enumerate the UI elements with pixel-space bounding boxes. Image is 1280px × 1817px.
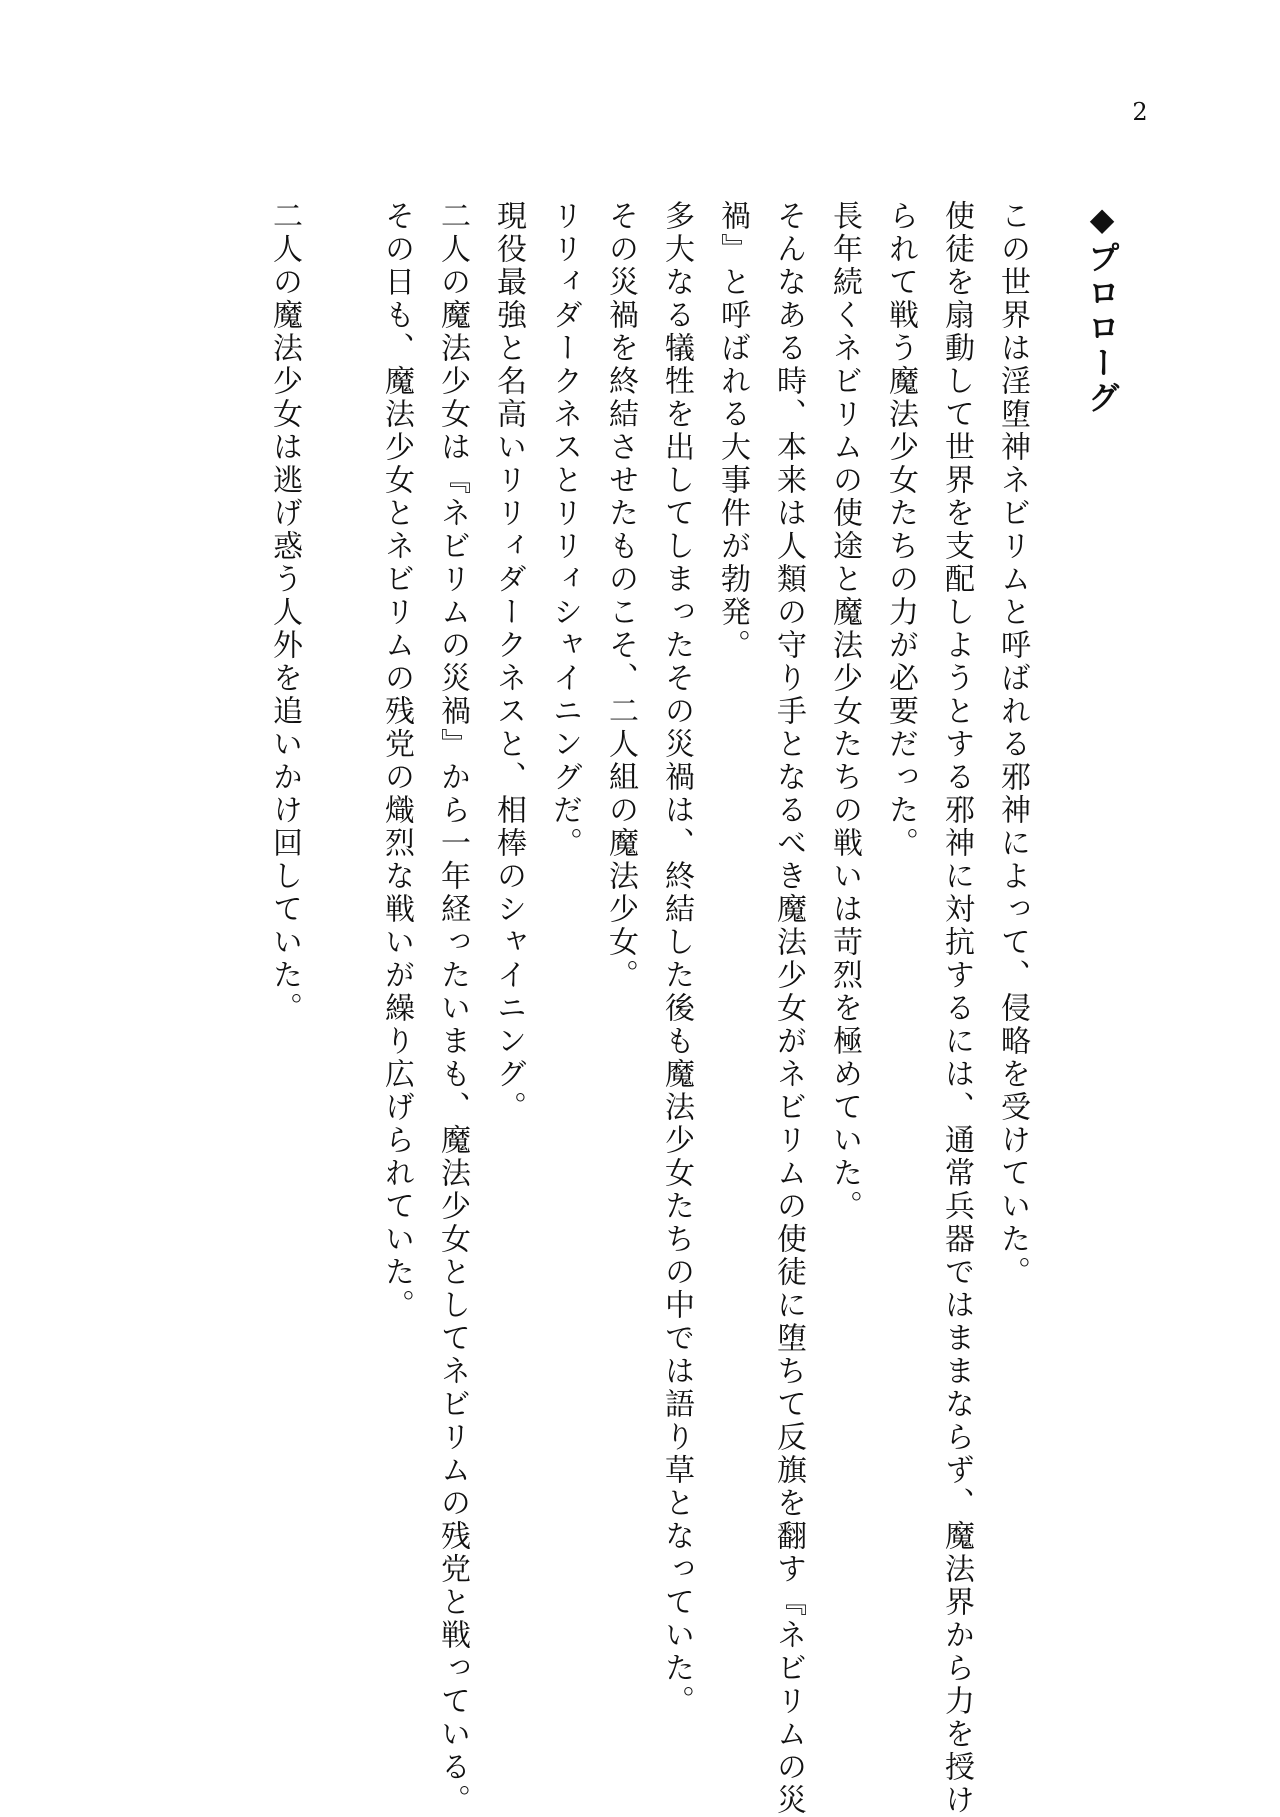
paragraph-9: 二人の魔法少女は『ネビリムの災禍』から一年経ったいまも、魔法少女としてネビリムの残党と戦っている。 (435, 200, 470, 1817)
paragraph-7: リリィダークネスとリリィシャイニングだ。 (547, 200, 582, 860)
paragraph-6: その災禍を終結させたものこそ、二人組の魔法少女。 (603, 200, 638, 992)
text-block (256, 200, 1130, 1817)
page-number: 2 (1132, 98, 1148, 126)
paragraph-8: 現役最強と名高いリリィダークネスと、相棒のシャイニング。 (491, 200, 526, 1124)
paragraph-3: 長年続くネビリムの使途と魔法少女たちの戦いは苛烈を極めていた。 (827, 200, 862, 1223)
paragraph-11: 二人の魔法少女は逃げ惑う人外を追いかけ回していた。 (267, 200, 302, 1025)
diamond-icon: ◆ (1083, 200, 1121, 241)
chapter-title-text: プロローグ (1083, 241, 1121, 416)
paragraph-1: この世界は淫堕神ネビリムと呼ばれる邪神によって、侵略を受けていた。 (995, 200, 1030, 1289)
paragraph-10: その日も、魔法少女とネビリムの残党の熾烈な戦いが繰り広げられていた。 (379, 200, 414, 1322)
chapter-title (1074, 200, 1130, 1620)
paragraph-2: 使徒を扇動して世界を支配しようとする邪神に対抗するには、通常兵器ではままならず、魔法界から力を授け られて戦う魔法少女たちの力が必要だった。 (883, 200, 974, 1817)
paragraph-5: 多大なる犠牲を出してしまったその災禍は、終結した後も魔法少女たちの中では語り草となっていた。 (659, 200, 694, 1718)
paragraph-4: そんなある時、本来は人類の守り手となるべき魔法少女がネビリムの使徒に堕ちて反旗を翻す『ネビリムの災 禍』と呼ばれる大事件が勃発。 (715, 200, 806, 1817)
